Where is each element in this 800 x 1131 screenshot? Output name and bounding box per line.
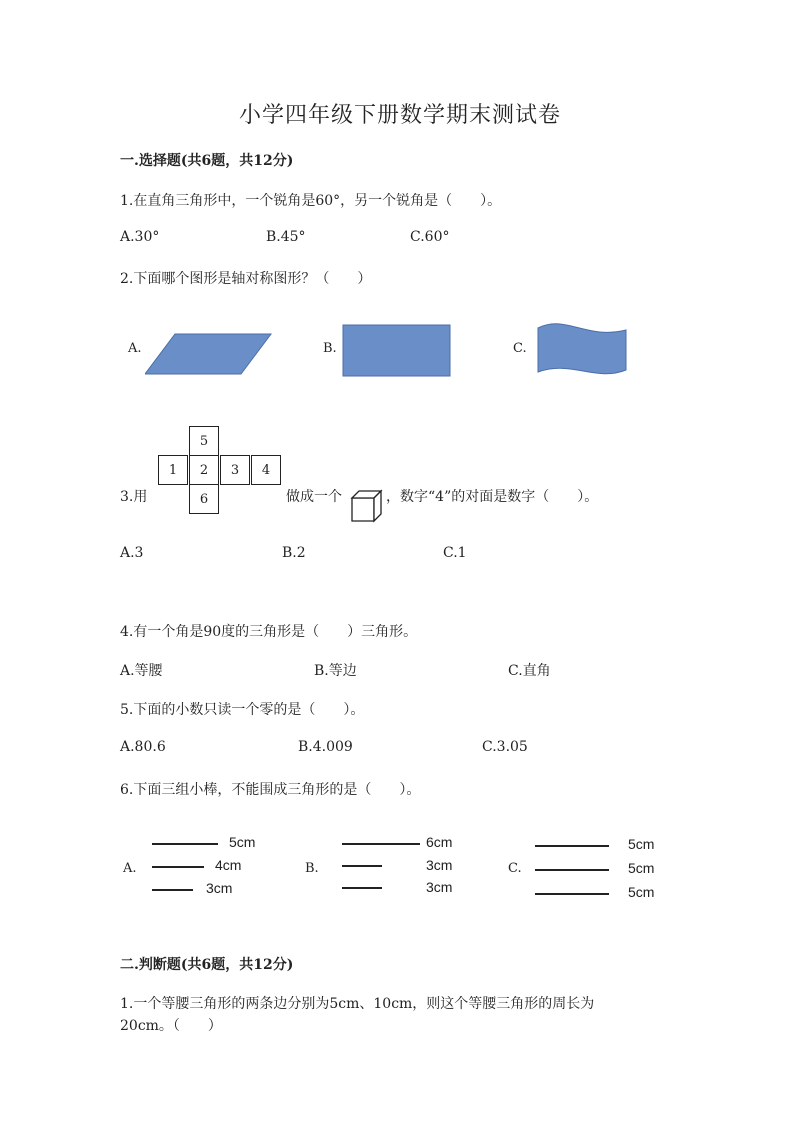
stick-c-2-label: 5cm — [628, 860, 655, 876]
net-cell-6: 6 — [189, 484, 219, 514]
stick-c-3-label: 5cm — [628, 884, 655, 900]
cube-net — [158, 426, 282, 518]
question-4-text: 4.有一个角是90度的三角形是（ ）三角形。 — [120, 624, 418, 640]
stick-c-1 — [535, 845, 609, 847]
question-6-text: 6.下面三组小棒，不能围成三角形的是（ ）。 — [120, 782, 421, 798]
question-5-text: 5.下面的小数只读一个零的是（ ）。 — [120, 702, 365, 718]
question-2-label-c: C. — [513, 341, 527, 356]
stick-a-3 — [152, 889, 193, 891]
question-1-option-c[interactable]: C.60° — [410, 229, 450, 245]
net-cell-5: 5 — [189, 426, 219, 456]
judge-question-1-line2: 20cm。（ ） — [120, 1018, 222, 1034]
rectangle-shape[interactable] — [342, 324, 452, 378]
question-2-label-b: B. — [323, 341, 337, 356]
question-5-option-b[interactable]: B.4.009 — [298, 739, 353, 755]
question-5-option-a[interactable]: A.80.6 — [120, 739, 166, 755]
question-2-label-a: A. — [128, 341, 142, 356]
question-5-option-c[interactable]: C.3.05 — [482, 739, 528, 755]
question-3-prefix: 3.用 — [120, 489, 148, 505]
section-heading-judge: 二.判断题(共6题，共12分) — [120, 957, 294, 973]
stick-a-1 — [152, 843, 218, 845]
stick-a-3-label: 3cm — [206, 880, 233, 896]
question-4-option-c[interactable]: C.直角 — [508, 663, 551, 679]
parallelogram-shape[interactable] — [145, 332, 275, 376]
cube-icon — [348, 488, 384, 524]
question-3-middle: 做成一个 — [286, 489, 342, 505]
stick-b-1-label: 6cm — [426, 834, 453, 850]
net-cell-3: 3 — [220, 455, 250, 485]
stick-b-3 — [342, 887, 382, 889]
stick-a-2-label: 4cm — [215, 857, 242, 873]
section-heading-choice: 一.选择题(共6题，共12分) — [120, 153, 294, 169]
judge-question-1-line1: 1.一个等腰三角形的两条边分别为5cm、10cm，则这个等腰三角形的周长为 — [120, 996, 595, 1012]
question-4-option-a[interactable]: A.等腰 — [120, 663, 163, 679]
stick-c-1-label: 5cm — [628, 836, 655, 852]
stick-group-b-label[interactable]: B. — [305, 861, 319, 876]
question-1-option-a[interactable]: A.30° — [120, 229, 160, 245]
stick-a-1-label: 5cm — [229, 834, 256, 850]
question-1-option-b[interactable]: B.45° — [266, 229, 306, 245]
question-3-suffix: ，数字“4”的对面是数字（ ）。 — [386, 489, 599, 505]
question-3-option-b[interactable]: B.2 — [282, 545, 306, 561]
stick-b-1 — [342, 843, 420, 845]
stick-b-3-label: 3cm — [426, 879, 453, 895]
question-3-option-c[interactable]: C.1 — [443, 545, 467, 561]
stick-group-c-label[interactable]: C. — [508, 861, 522, 876]
net-cell-4: 4 — [251, 455, 281, 485]
question-3-option-a[interactable]: A.3 — [120, 545, 144, 561]
stick-group-a-label[interactable]: A. — [123, 861, 137, 876]
stick-a-2 — [152, 866, 204, 868]
stick-c-3 — [535, 893, 609, 895]
question-2-text: 2.下面哪个图形是轴对称图形？（ ） — [120, 271, 372, 287]
stick-b-2 — [342, 865, 382, 867]
stick-b-2-label: 3cm — [426, 857, 453, 873]
question-1-text: 1.在直角三角形中，一个锐角是60°，另一个锐角是（ ）。 — [120, 193, 502, 209]
stick-c-2 — [535, 869, 609, 871]
net-cell-2: 2 — [189, 455, 219, 485]
page-title: 小学四年级下册数学期末测试卷 — [238, 103, 561, 128]
question-4-option-b[interactable]: B.等边 — [314, 663, 357, 679]
net-cell-1: 1 — [158, 455, 188, 485]
wave-shape[interactable] — [536, 320, 628, 380]
